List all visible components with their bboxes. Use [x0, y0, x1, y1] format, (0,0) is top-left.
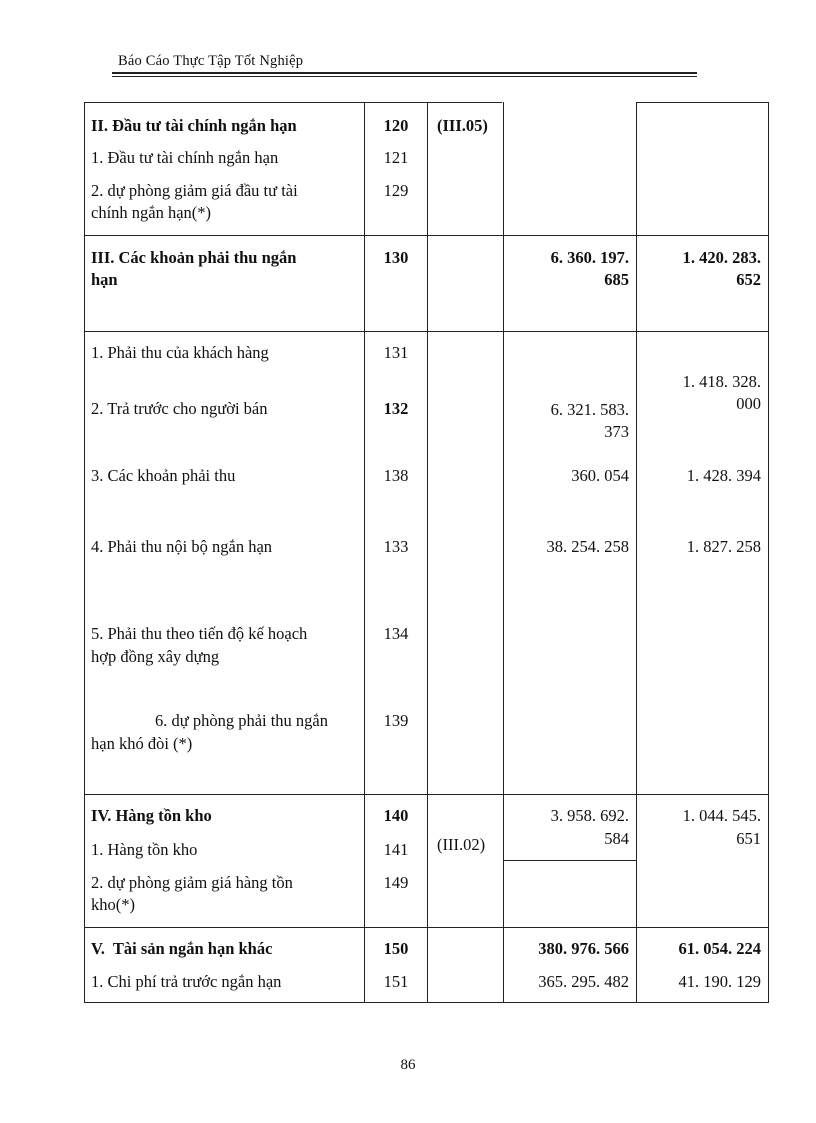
section-sep-4 [84, 927, 769, 928]
row-label-cont: chính ngắn hạn(*) [91, 203, 212, 222]
row-label: 1. Chi phí trả trước ngắn hạn [91, 972, 282, 991]
table-border-top [84, 102, 502, 103]
row-label: 2. dự phòng giảm giá đầu tư tài [91, 181, 298, 200]
row-code: 138 [383, 466, 409, 485]
header-rule-thin [112, 76, 697, 77]
row-code: 120 [383, 116, 409, 135]
table-border-left [84, 102, 85, 1003]
row-current: 365. 295. 482 [538, 972, 629, 991]
row-previous-cont: 652 [736, 270, 761, 289]
row-label: II. Đầu tư tài chính ngắn hạn [91, 116, 297, 135]
subsep-current-col [503, 860, 636, 861]
row-current: 380. 976. 566 [538, 939, 629, 958]
table-border-right [768, 102, 769, 1003]
row-previous: 1. 418. 328. [682, 372, 761, 391]
row-code: 131 [383, 343, 409, 362]
row-label-cont: kho(*) [91, 895, 135, 914]
row-label: 6. dự phòng phải thu ngắn [155, 711, 329, 730]
table-border-top-right [636, 102, 769, 103]
row-previous: 61. 054. 224 [678, 939, 761, 958]
row-previous-cont: 651 [736, 829, 761, 848]
section-sep-2 [84, 331, 769, 332]
section-sep-1 [84, 235, 769, 236]
row-current-cont: 584 [604, 829, 629, 848]
row-label: 1. Hàng tồn kho [91, 840, 198, 859]
row-previous: 41. 190. 129 [678, 972, 761, 991]
row-label-cont: hạn khó đòi (*) [91, 734, 193, 753]
row-code: 151 [383, 972, 409, 991]
row-code: 140 [383, 806, 409, 825]
row-code: 121 [383, 148, 409, 167]
row-label: 1. Phải thu của khách hàng [91, 343, 269, 362]
row-label: 5. Phải thu theo tiến độ kế hoạch [91, 624, 308, 643]
row-label-cont: hợp đồng xây dựng [91, 647, 220, 666]
row-current: 360. 054 [571, 466, 629, 485]
page-header-title: Báo Cáo Thực Tập Tốt Nghiệp [118, 53, 304, 69]
row-label: 1. Đầu tư tài chính ngắn hạn [91, 148, 279, 167]
row-code: 129 [383, 181, 409, 200]
row-label: V. Tài sản ngắn hạn khác [91, 939, 273, 958]
row-label: IV. Hàng tồn kho [91, 806, 212, 825]
row-previous: 1. 827. 258 [686, 537, 761, 556]
header-rule-thick [112, 72, 697, 74]
row-current: 38. 254. 258 [546, 537, 629, 556]
row-label: III. Các khoản phải thu ngắn [91, 248, 297, 267]
row-current: 6. 321. 583. [550, 400, 629, 419]
row-note: (III.05) [437, 116, 488, 135]
row-label: 3. Các khoản phải thu [91, 466, 236, 485]
row-code: 141 [383, 840, 409, 859]
row-current-cont: 373 [604, 422, 629, 441]
section-sep-3 [84, 794, 769, 795]
row-previous-cont: 000 [736, 394, 761, 413]
row-previous: 1. 420. 283. [682, 248, 761, 267]
col-sep-note [427, 102, 428, 1003]
row-code: 132 [383, 399, 409, 418]
row-previous: 1. 428. 394 [686, 466, 761, 485]
row-label: 4. Phải thu nội bộ ngắn hạn [91, 537, 273, 556]
row-current-cont: 685 [604, 270, 629, 289]
row-label-cont: hạn [91, 270, 118, 289]
row-label: 2. Trả trước cho người bán [91, 399, 268, 418]
row-note: (III.02) [437, 835, 486, 854]
page-number: 86 [400, 1057, 416, 1073]
row-current: 6. 360. 197. [550, 248, 629, 267]
row-code: 150 [383, 939, 409, 958]
row-code: 133 [383, 537, 409, 556]
row-code: 134 [383, 624, 409, 643]
row-current: 3. 958. 692. [550, 806, 629, 825]
row-code: 149 [383, 873, 409, 892]
row-label: 2. dự phòng giảm giá hàng tồn [91, 873, 293, 892]
row-code: 130 [383, 248, 409, 267]
row-code: 139 [383, 711, 409, 730]
row-previous: 1. 044. 545. [682, 806, 761, 825]
